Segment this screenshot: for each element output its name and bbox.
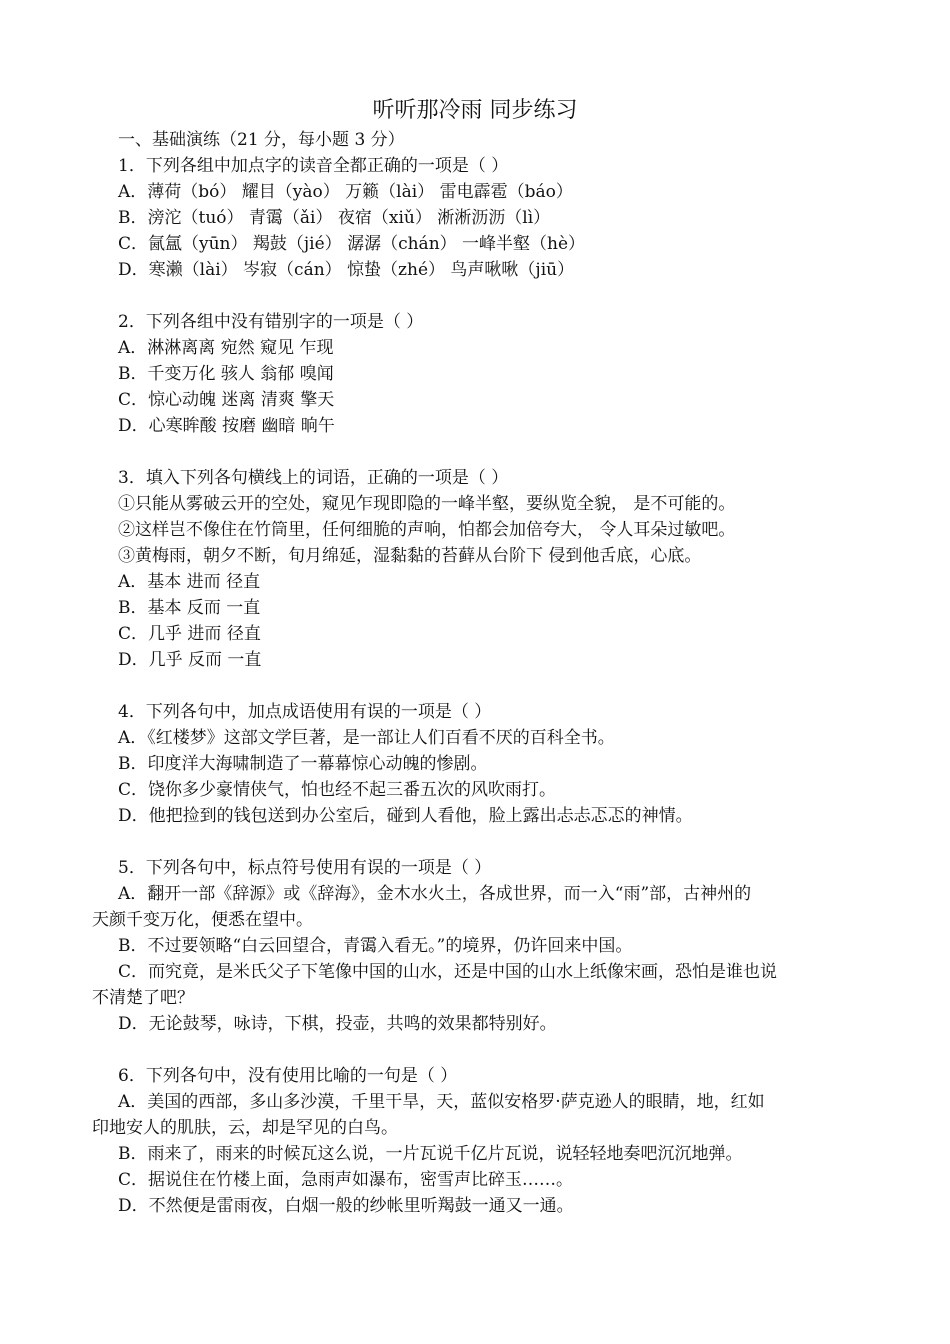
question-4-option-d: D．他把捡到的钱包送到办公室后，碰到人看他，脸上露出忐忐忑忑的神情。 (118, 806, 693, 826)
question-2-option-b: B．千变万化 骇人 翁郁 嗅闻 (118, 364, 334, 384)
question-6-option-a-continued: 印地安人的肌肤，云，却是罕见的白鸟。 (92, 1118, 398, 1138)
question-4-option-a: A．《红楼梦》这部文学巨著，是一部让人们百看不厌的百科全书。 (118, 728, 615, 748)
question-6-option-b: B．雨来了，雨来的时候瓦这么说，一片瓦说千亿片瓦说，说轻轻地奏吧沉沉地弹。 (118, 1144, 743, 1164)
question-2-option-a: A．淋淋离离 宛然 窥见 乍现 (118, 338, 334, 358)
question-6: 6．下列各句中，没有使用比喻的一句是（ ） (118, 1066, 458, 1086)
question-3-option-a: A．基本 进而 径直 (118, 572, 261, 592)
question-4-option-b: B．印度洋大海啸制造了一幕幕惊心动魄的惨剧。 (118, 754, 488, 774)
question-1-option-b: B．滂沱（tuó） 青霭（ǎi） 夜宿（xiǔ） 淅淅沥沥（lì） (118, 208, 551, 228)
question-3-option-b: B．基本 反而 一直 (118, 598, 261, 618)
question-3-sentence-1: ①只能从雾破云开的空处，窥见乍现即隐的一峰半壑，要纵览全貌， 是不可能的。 (118, 494, 736, 514)
question-1-option-a: A．薄荷（bó） 耀目（yào） 万籁（lài） 雷电霹雹（báo） (118, 182, 573, 202)
question-2: 2．下列各组中没有错别字的一项是（ ） (118, 312, 424, 332)
question-2-option-c: C．惊心动魄 迷离 清爽 擎天 (118, 390, 335, 410)
question-5-option-a: A．翻开一部《辞源》或《辞海》，金木水火土，各成世界，而一入“雨”部，古神州的 (118, 884, 752, 904)
question-3-option-d: D．几乎 反而 一直 (118, 650, 262, 670)
question-6-option-a: A．美国的西部，多山多沙漠，千里干旱，天，蓝似安格罗·萨克逊人的眼睛，地，红如 (118, 1092, 765, 1112)
question-4-option-c: C．饶你多少豪情侠气，怕也经不起三番五次的风吹雨打。 (118, 780, 557, 800)
question-3-sentence-3: ③黄梅雨，朝夕不断，旬月绵延，湿黏黏的苔藓从台阶下 侵到他舌底，心底。 (118, 546, 702, 566)
question-6-option-d: D．不然便是雷雨夜，白烟一般的纱帐里听羯鼓一通又一通。 (118, 1196, 574, 1216)
section-heading: 一、基础演练（21 分，每小题 3 分） (118, 130, 405, 150)
question-6-option-c: C．据说住在竹楼上面，急雨声如瀑布，密雪声比碎玉……。 (118, 1170, 574, 1190)
question-3: 3．填入下列各句横线上的词语，正确的一项是（ ） (118, 468, 509, 488)
question-5-option-d: D．无论鼓琴，咏诗，下棋，投壶，共鸣的效果都特别好。 (118, 1014, 557, 1034)
question-3-sentence-2: ②这样岂不像住在竹筒里，任何细脆的声响，怕都会加倍夸大， 令人耳朵过敏吧。 (118, 520, 736, 540)
question-5-option-c: C．而究竟，是米氏父子下笔像中国的山水，还是中国的山水上纸像宋画，恐怕是谁也说 (118, 962, 778, 982)
question-5-option-c-continued: 不清楚了吧？ (92, 988, 194, 1008)
question-3-option-c: C．几乎 进而 径直 (118, 624, 261, 644)
question-1-option-d: D．寒濑（lài） 岑寂（cán） 惊蛰（zhé） 鸟声啾啾（jiū） (118, 260, 575, 280)
question-5-option-a-continued: 天颜千变万化，便悉在望中。 (92, 910, 313, 930)
question-5: 5．下列各句中，标点符号使用有误的一项是（ ） (118, 858, 492, 878)
document-title: 听听那冷雨 同步练习 (372, 98, 578, 123)
question-4: 4．下列各句中，加点成语使用有误的一项是（ ） (118, 702, 492, 722)
question-1: 1．下列各组中加点字的读音全都正确的一项是（ ） (118, 156, 509, 176)
question-5-option-b: B．不过要领略“白云回望合，青霭入看无。”的境界，仍许回来中国。 (118, 936, 633, 956)
question-1-option-c: C．氤氲（yūn） 羯鼓（jié） 潺潺（chán） 一峰半壑（hè） (118, 234, 586, 254)
question-2-option-d: D．心寒眸酸 按磨 幽暗 晌午 (118, 416, 335, 436)
